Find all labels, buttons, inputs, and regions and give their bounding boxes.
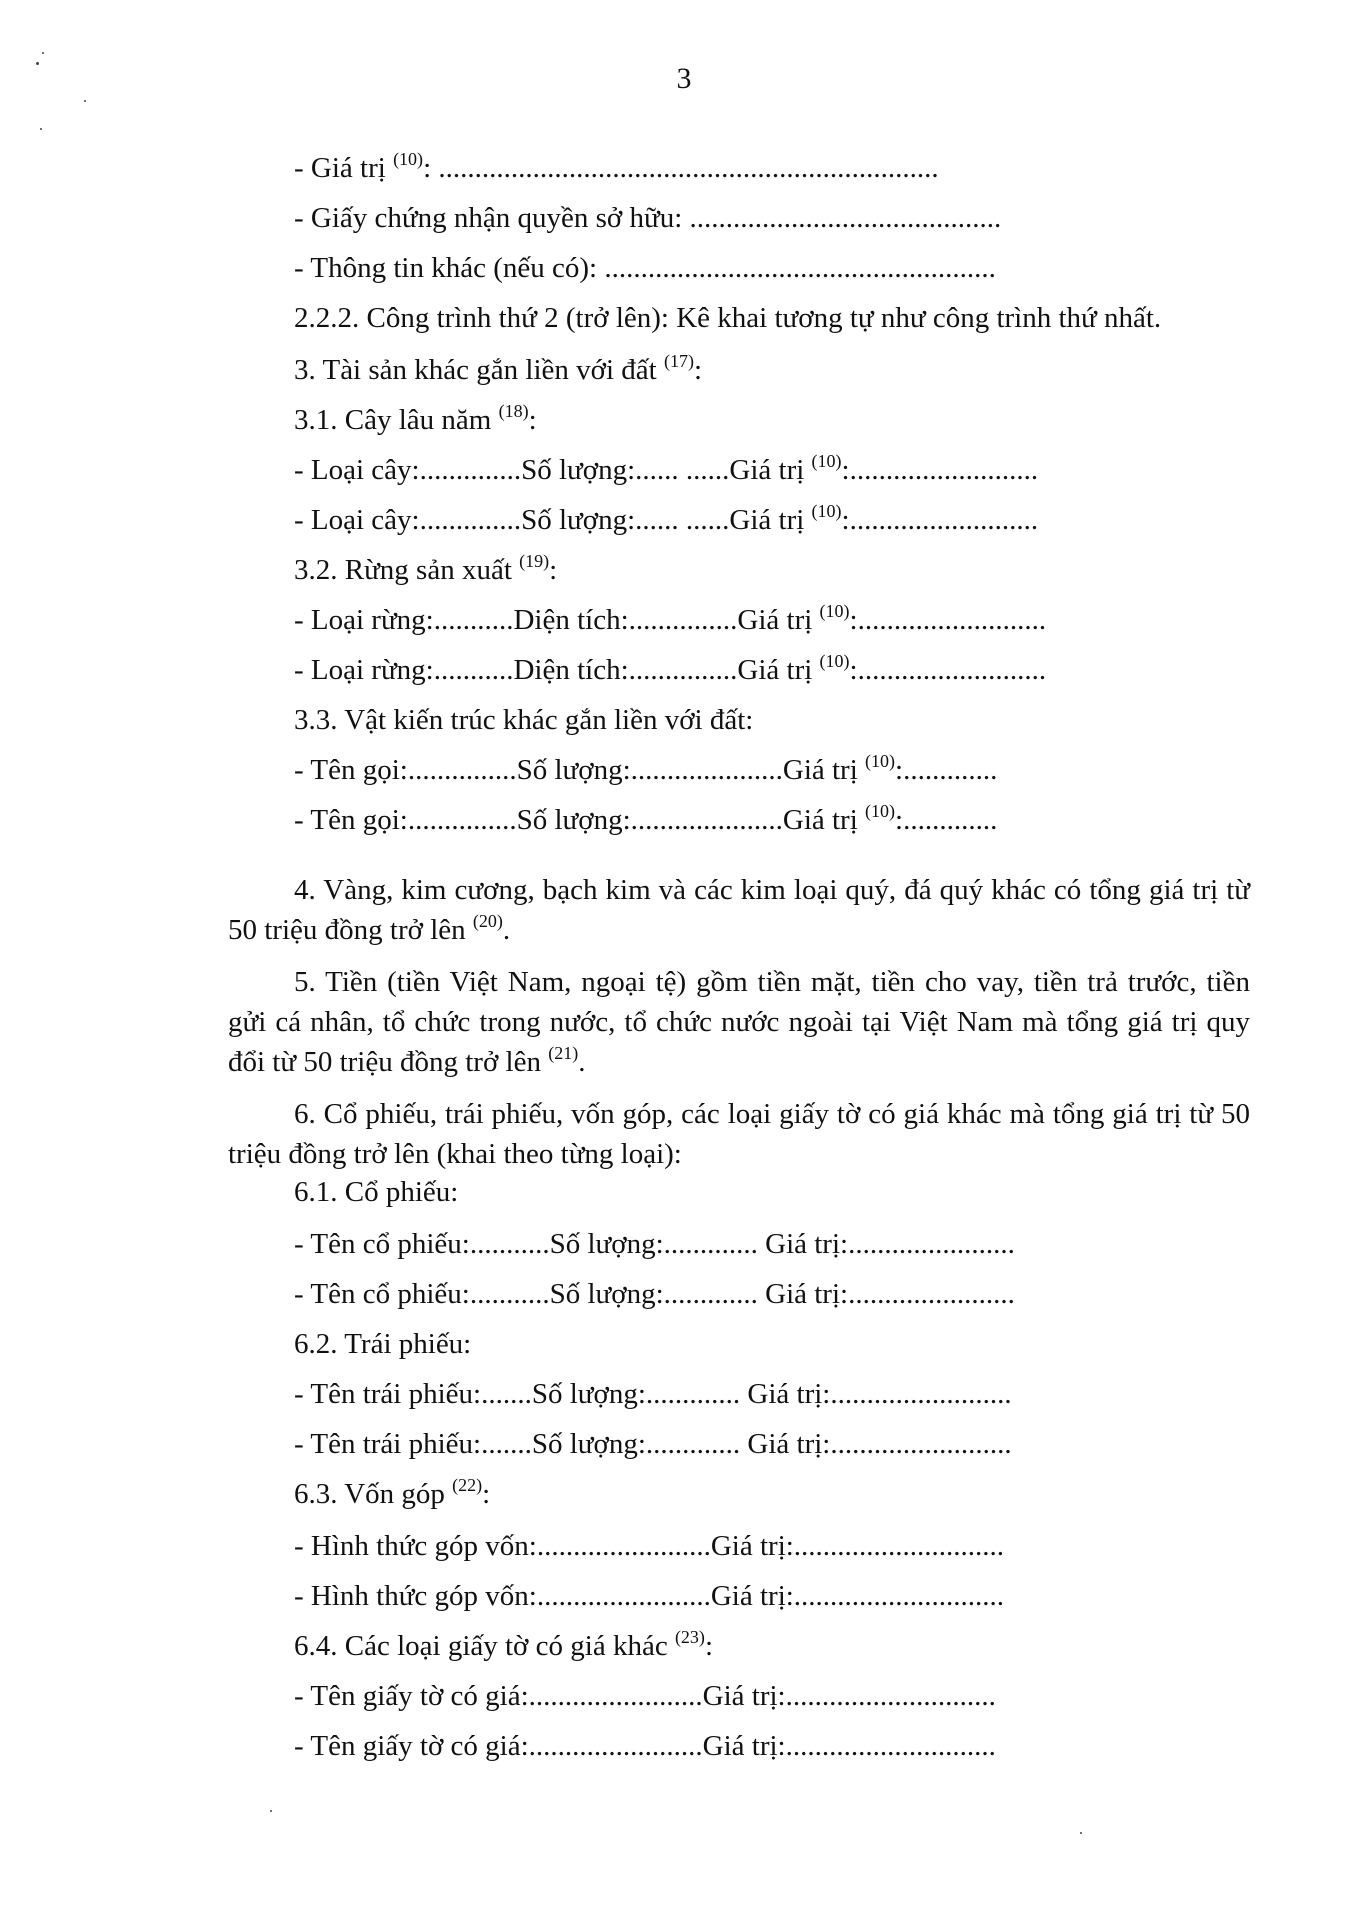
form-line: [294, 452, 1038, 488]
form-line: [294, 602, 1046, 638]
form-line: [294, 300, 1161, 336]
text-segment: - Tên gọi:...............Số lượng:.....................Giá trị: [294, 804, 866, 836]
form-line: [294, 200, 1001, 236]
text-segment: - Thông tin khác (nếu có): ......................................................: [294, 252, 996, 284]
text-segment: :.............: [895, 754, 998, 786]
form-line: [294, 502, 1038, 538]
form-line: [294, 1426, 1012, 1462]
footnote-ref: (17): [663, 351, 694, 371]
text-segment: - Tên trái phiếu:.......Số lượng:............. Giá trị:.........................: [294, 1428, 1012, 1460]
footnote-ref: (10): [811, 451, 842, 471]
text-segment: - Tên cổ phiếu:...........Số lượng:............. Giá trị:.......................: [294, 1228, 1015, 1260]
footnote-ref: (10): [819, 651, 850, 671]
form-line: [294, 1528, 1004, 1564]
footnote-ref: (10): [393, 149, 424, 169]
form-line: [294, 802, 997, 838]
text-segment: 6. Cổ phiếu, trái phiếu, vốn góp, các loại giấy tờ có giá khác mà tổng giá trị từ 50 triệu đồng trở lên (khai theo từng loại):: [228, 1098, 1250, 1170]
form-line: [294, 752, 997, 788]
paragraph: [228, 1094, 1250, 1174]
text-segment: :: [693, 354, 703, 386]
text-segment: - Giá trị: [294, 152, 394, 184]
form-line: [294, 1728, 996, 1764]
text-segment: : .....................................................................: [423, 152, 939, 184]
scan-speck: [270, 1810, 272, 1812]
footnote-ref: (18): [498, 401, 529, 421]
text-segment: - Loại cây:..............Số lượng:...... ......Giá trị: [294, 504, 812, 536]
footnote-ref: (20): [472, 911, 503, 931]
form-line: [294, 702, 753, 738]
form-line: [294, 1226, 1015, 1262]
text-segment: - Tên trái phiếu:.......Số lượng:............. Giá trị:.........................: [294, 1378, 1012, 1410]
text-segment: :..........................: [841, 454, 1039, 486]
text-segment: 6.2. Trái phiếu:: [294, 1328, 472, 1360]
text-segment: - Giấy chứng nhận quyền sở hữu: ...........................................: [294, 202, 1002, 234]
text-segment: - Loại cây:..............Số lượng:...... ......Giá trị: [294, 454, 812, 486]
text-segment: - Loại rừng:...........Diện tích:...............Giá trị: [294, 654, 820, 686]
text-segment: 6.1. Cổ phiếu:: [294, 1176, 459, 1208]
footnote-ref: (21): [548, 1043, 579, 1063]
form-line: [294, 402, 537, 438]
text-segment: 5. Tiền (tiền Việt Nam, ngoại tệ) gồm tiền mặt, tiền cho vay, tiền trả trước, tiền gửi cá nhân, tổ chức trong nước, tổ chức nước ngoài tại Việt Nam mà tổng giá trị quy đổi từ 50 triệu đồng trở lên: [228, 966, 1250, 1078]
text-segment: .: [578, 1046, 586, 1078]
form-line: [294, 1174, 458, 1210]
text-segment: :: [528, 404, 537, 436]
paragraph: [228, 870, 1250, 950]
form-line: [294, 1578, 1004, 1614]
text-segment: 3.1. Cây lâu năm: [294, 404, 499, 436]
text-segment: :..........................: [841, 504, 1039, 536]
text-segment: :: [704, 1630, 713, 1662]
footnote-ref: (23): [674, 1627, 705, 1647]
footnote-ref: (10): [865, 801, 896, 821]
text-segment: :: [549, 554, 558, 586]
form-line: [294, 652, 1046, 688]
text-segment: - Tên giấy tờ có giá:........................Giá trị:.............................: [294, 1680, 996, 1712]
scan-speck: [42, 52, 44, 54]
footnote-ref: (22): [452, 1475, 483, 1495]
text-segment: - Tên giấy tờ có giá:........................Giá trị:.............................: [294, 1730, 996, 1762]
text-segment: - Tên cổ phiếu:...........Số lượng:............. Giá trị:.......................: [294, 1278, 1015, 1310]
text-segment: 2.2.2. Công trình thứ 2 (trở lên): Kê khai tương tự như công trình thứ nhất.: [294, 302, 1162, 334]
scan-speck: [40, 128, 42, 130]
text-segment: :.............: [895, 804, 998, 836]
footnote-ref: (19): [519, 551, 550, 571]
form-line: [294, 1476, 490, 1512]
form-line: [294, 150, 939, 186]
page-number: 3: [676, 62, 692, 95]
scan-speck: [84, 100, 86, 102]
paragraph: [228, 962, 1250, 1082]
form-line: [294, 1326, 471, 1362]
text-segment: :: [482, 1478, 491, 1510]
text-segment: 3.2. Rừng sản xuất: [294, 554, 520, 586]
form-line: [294, 1628, 713, 1664]
footnote-ref: (10): [811, 501, 842, 521]
text-segment: - Hình thức góp vốn:........................Giá trị:.............................: [294, 1580, 1005, 1612]
form-line: [294, 250, 996, 286]
text-segment: 6.3. Vốn góp: [294, 1478, 453, 1510]
text-segment: - Hình thức góp vốn:........................Giá trị:.............................: [294, 1530, 1005, 1562]
footnote-ref: (10): [819, 601, 850, 621]
text-segment: :..........................: [849, 654, 1047, 686]
form-line: [294, 1376, 1012, 1412]
footnote-ref: (10): [865, 751, 896, 771]
scan-speck: [1080, 1832, 1082, 1834]
form-line: [294, 552, 557, 588]
text-segment: 6.4. Các loại giấy tờ có giá khác: [294, 1630, 675, 1662]
text-segment: .: [502, 914, 511, 946]
text-segment: 3. Tài sản khác gắn liền với đất: [294, 354, 664, 386]
form-line: [294, 352, 702, 388]
scan-speck: [36, 62, 39, 65]
form-line: [294, 1276, 1015, 1312]
text-segment: 4. Vàng, kim cương, bạch kim và các kim loại quý, đá quý khác có tổng giá trị từ 50 triệu đồng trở lên: [228, 874, 1250, 946]
text-segment: - Loại rừng:...........Diện tích:...............Giá trị: [294, 604, 820, 636]
form-line: [294, 1678, 996, 1714]
text-segment: - Tên gọi:...............Số lượng:.....................Giá trị: [294, 754, 866, 786]
text-segment: 3.3. Vật kiến trúc khác gắn liền với đất:: [294, 704, 754, 736]
text-segment: :..........................: [849, 604, 1047, 636]
